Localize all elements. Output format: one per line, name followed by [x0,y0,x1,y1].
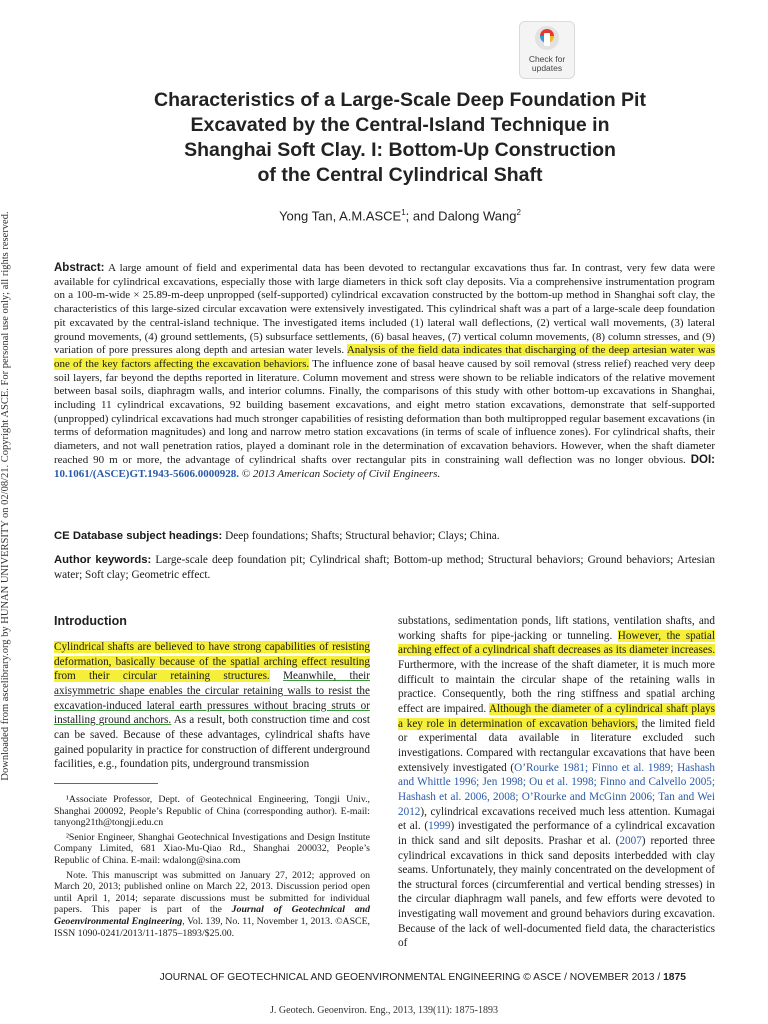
abstract-text: The influence zone of basal heave caused by soil removal (stress relief) reached very deep soil layers, far beyond the depths reported in literature. Column movement and stress were shown to be reliable indicators of the relative movement between basal soils, diaphragm walls, and interior columns. Finally, the comparisons of this study with other bottom-up excavations in Shanghai, including 11 cylindrical excavations, 92 building basement excavations, and eight metro station excavations, demonstrate that self-supported (unpropped) cylindrical excavations had much stronger capabilities of resisting deformation than both multipropped regular basement excavations (in terms of deformation magnitudes) and long and narrow metro station excavations (in terms of scale of influence zones). For cylindrical shafts, their diameters, and not wall penetration ratios, played a dominant role in the determination of excavation behaviors. However, when the shaft diameter reached 90 m or more, the advantage of cylindrical shafts over rectangular pits in constraining wall deflection was no longer obvious. [54,357,715,466]
page-number: 1875 [663,972,686,983]
citation-line: J. Geotech. Geoenviron. Eng., 2013, 139(11): 1875-1893 [270,1005,498,1016]
abstract [54,262,715,481]
footnote-note: Note. This manuscript was submitted on January 27, 2012; approved on March 20, 2013; published online on March 22, 2013. Discussion period open until April 1, 2014; separate discussions must be submitted for individual papers. This paper is part of the Journal of Geotechnical and Geoenvironmental Engineering, Vol. 139, No. 11, November 1, 2013. ©ASCE, ISSN 1090-0241/2013/11-1875–1893/$25.00. [54,869,371,939]
title-line: Excavated by the Central-Island Technique in [190,114,610,136]
badge-label: Check for updates [528,54,566,73]
download-notice: Downloaded from ascelibrary.org by HUNAN UNIVERSITY on 02/08/21. Copyright ASCE. For personal use only; all rights reserved. [0,211,11,781]
section-heading: Introduction [54,614,127,628]
body-text: As a result, both construction time and cost can be saved. Because of these advantages, cylindrical shafts have gained popularity in practice for construction of different underground facilities, e.g., foundation pits, underground transmission [54,714,370,771]
crossmark-icon [535,26,559,50]
subject-headings-label: CE Database subject headings: [54,530,223,542]
body-text: ), cylindrical excavations received much less attention. Kumagai et al. ( [398,805,715,833]
body-text: Furthermore, with the increase of the shaft diameter, it is much more difficult to maintain the circular shape of the retaining walls in practice. Consequently, both the ring stiffness and spatial arching effect are impaired. [398,658,715,715]
highlighted-text: However, the spatial arching effect of a cylindrical shaft decreases as its diameter increases. [398,629,715,657]
author-keywords [54,553,715,583]
reference-link[interactable]: 2007 [619,834,642,847]
highlighted-text: Analysis of the field data indicates that discharging of the deep artesian water was one of the key factors affecting the excavation behaviors. [54,344,715,370]
copyright-notice: © 2013 American Society of Civil Engineers. [241,467,441,480]
doi-label: DOI: [690,453,715,466]
title-line: Characteristics of a Large-Scale Deep Foundation Pit [154,89,646,111]
author-list [60,208,740,223]
body-text: the limited field or experimental data available in literature excluded such investigations. Compared with rectangular excavations that have been extensively investigated ( [398,717,715,774]
footnotes [54,794,370,942]
body-text: ) reported three cylindrical excavations in thick sand deposits interbedded with clay seams. Unfortunately, they mainly concentrated on the development of the structural forces (circumferential and vertical bending stresses) in the circular diaphragm wall panels, and few efforts were devoted to investigating wall movement and ground behaviors during excavation. Because of the lack of well-documented field data, the characteristics of [398,834,715,950]
author-keywords-label: Author keywords: [54,554,152,566]
author-keywords-text: Large-scale deep foundation pit; Cylindrical shaft; Bottom-up method; Structural behaviors; Ground behaviors; Artesian water; Soft clay; Geometric effect. [54,554,715,581]
footnote-rule [54,783,158,784]
highlighted-text: Cylindrical shafts are believed to have strong capabilities of resisting deformation, basically because of the spatial arching effect resulting from their circular retaining structures. [54,641,370,683]
reference-link[interactable]: 1999 [428,820,451,833]
body-column-right [398,614,715,951]
underlined-text: Meanwhile, their axisymmetric shape enables the circular retaining walls to resist the excavation-induced lateral earth pressures without bracing struts or installing ground anchors. [54,670,371,727]
highlighted-text: Although the diameter of a cylindrical shaft plays a key role in determination of excavation behaviors, [398,702,715,730]
reference-link[interactable]: O’Rourke 1981; Finno et al. 1989; Hashash and Whittle 1996; Jen 1998; Ou et al. 1998; Finno and Calvello 2005; Hashash et al. 2006, 2008; O’Rourke and McGinn 2006; Tan and Wei 2012 [398,761,716,818]
subject-headings-text: Deep foundations; Shafts; Structural behavior; Clays; China. [222,530,500,542]
author-2: ; and Dalong Wang [405,208,517,224]
footnote-2: ²Senior Engineer, Shanghai Geotechnical Investigations and Design Institute Company Limited, 681 Xiao-Mu-Qiao Rd., Shanghai 200032, People’s Republic of China. E-mail: wdalong@sina.com [54,831,370,866]
body-text: ) investigated the performance of a cylindrical excavation in thick sand and silt deposits. Prashar et al. ( [398,820,715,847]
body-column-left [54,640,370,772]
title-line: Shanghai Soft Clay. I: Bottom-Up Construction [184,139,616,161]
title-line: of the Central Cylindrical Shaft [257,164,543,186]
subject-headings [54,529,715,544]
abstract-text: A large amount of field and experimental data has been devoted to rectangular excavations thus far. In contrast, very few data were available for cylindrical excavations, especially those with large diameters in thick soft clay deposits. Via a comprehensive instrumentation program on a 100-m-wide × 25.89-m-deep unpropped (self-supported) cylindrical excavation constructed by the bottom-up method in Shanghai soft clay, the characteristics of this large-sized circular excavation were extensively investigated. This cylindrical shaft was a part of a large-scale deep foundation pit excavated by the central-island technique. The investigated items included (1) lateral wall deflections, (2) vertical wall movements, (3) lateral ground movements, (4) ground settlements, (5) subsurface settlements, (6) basal heaves, (7) vertical column movements, (8) column stresses, and (9) variation of pore pressures along depth and artesian water levels. [54,262,715,357]
doi-link[interactable]: 10.1061/(ASCE)GT.1943-5606.0000928. [54,467,239,480]
body-text: substations, sedimentation ponds, lift stations, ventilation shafts, and working shafts for pipe-jacking or tunneling. [398,615,715,642]
footnote-1: ¹Associate Professor, Dept. of Geotechnical Engineering, Tongji Univ., Shanghai 200092, People’s Republic of China (corresponding author). E-mail: tanyong21th@tongji.edu.cn [54,794,370,829]
check-for-updates-badge[interactable] [519,21,575,79]
affiliation-mark-2: 2 [516,208,521,217]
affiliation-mark-1: 1 [401,208,406,217]
journal-footer: JOURNAL OF GEOTECHNICAL AND GEOENVIRONMENTAL ENGINEERING © ASCE / NOVEMBER 2013 / 1875 [159,972,686,983]
paper-title [60,88,740,188]
abstract-label: Abstract: [54,262,105,274]
author-1: Yong Tan, A.M.ASCE [279,208,402,224]
